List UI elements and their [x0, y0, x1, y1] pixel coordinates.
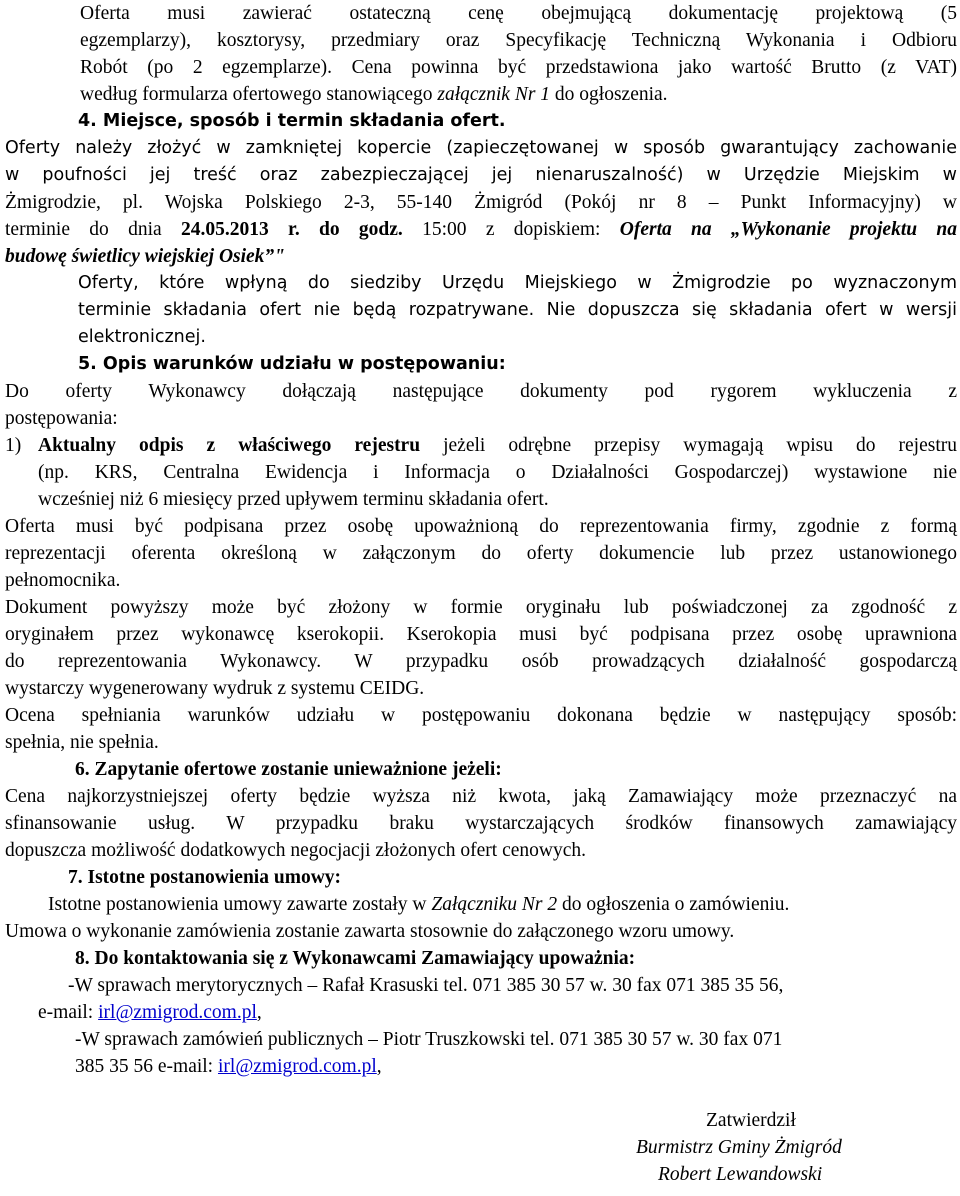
list-item-number: 1) — [5, 435, 22, 456]
contact-2-email-link[interactable]: irl@zmigrod.com.pl — [217, 1056, 377, 1077]
section-4-heading: 4. Miejsce, sposób i termin składania ofert. — [78, 111, 506, 131]
section-6-heading: 6. Zapytanie ofertowe zostanie unieważnione jeżeli: — [75, 759, 502, 780]
contact-1-line-2: e-mail: irl@zmigrod.com.pl, — [38, 1002, 262, 1023]
evaluation-line-1: Ocena spełniania warunków udziału w postępowaniu dokonana będzie w następujący sposób: — [5, 705, 957, 726]
late-offers-line-3: elektronicznej. — [78, 327, 206, 347]
section-7-line-1: Istotne postanowienia umowy zawarte zostały w Załączniku Nr 2 do ogłoszenia o zamówieniu. — [48, 894, 790, 915]
document-line-1: Dokument powyższy może być złożony w formie oryginału lub poświadczonej za zgodność z — [5, 597, 957, 618]
section-6-line-3: dopuszcza możliwość dodatkowych negocjacji złożonych ofert cenowych. — [5, 840, 586, 861]
section-4-line-1: Oferty należy złożyć w zamkniętej kopercie (zapieczętowanej w sposób gwarantujący zachowanie — [5, 138, 957, 158]
requirement-item-line-2: (np. KRS, Centralna Ewidencja i Informacja o Działalności Gospodarczej) wystawione nie — [38, 462, 957, 483]
requirement-item-line-1: Aktualny odpis z właściwego rejestru jeżeli odrębne przepisy wymagają wpisu do rejestru — [38, 435, 957, 456]
contact-1-line-1: -W sprawach merytorycznych – Rafał Krasuski tel. 071 385 30 57 w. 30 fax 071 385 35 56, — [68, 975, 784, 996]
contact-2-line-2: 385 35 56 e-mail: irl@zmigrod.com.pl, — [75, 1056, 382, 1077]
document-line-3: do reprezentowania Wykonawcy. W przypadku osób prowadzących działalność gospodarczą — [5, 651, 957, 672]
attachment-2-ref: Załączniku Nr 2 — [431, 894, 558, 915]
evaluation-line-2: spełnia, nie spełnia. — [5, 732, 159, 753]
section-7-heading: 7. Istotne postanowienia umowy: — [68, 867, 342, 888]
late-offers-line-2: terminie składania ofert nie będą rozpatrywane. Nie dopuszcza się składania ofert w wersji — [78, 300, 957, 320]
offer-price-line-2: egzemplarzy), kosztorysy, przedmiary oraz Specyfikację Techniczną Wykonania i Odbioru — [80, 30, 957, 51]
requirement-title: Aktualny odpis z właściwego rejestru — [38, 435, 421, 456]
signature-line-1: Oferta musi być podpisana przez osobę upoważnioną do reprezentowania firmy, zgodnie z formą — [5, 516, 957, 537]
signature-line-2: reprezentacji oferenta określoną w załączonym do oferty dokumencie lub przez ustanowionego — [5, 543, 957, 564]
approved-label: Zatwierdził — [706, 1110, 796, 1131]
section-4-line-4: terminie do dnia 24.05.2013 r. do godz. 15:00 z dopiskiem: Oferta na „Wykonanie projektu na — [5, 219, 957, 240]
offer-price-line-1: Oferta musi zawierać ostateczną cenę obejmującą dokumentację projektową (5 — [80, 3, 957, 24]
attachment-1-ref: załącznik Nr 1 — [437, 84, 551, 105]
offer-price-line-3: Robót (po 2 egzemplarze). Cena powinna być przedstawiona jako wartość Brutto (z VAT) — [80, 57, 957, 78]
section-6-line-1: Cena najkorzystniejszej oferty będzie wyższa niż kwota, jaką Zamawiający może przeznaczyć na — [5, 786, 957, 807]
section-8-heading: 8. Do kontaktowania się z Wykonawcami Zamawiający upoważnia: — [75, 948, 636, 969]
signatory-name: Robert Lewandowski — [658, 1164, 823, 1185]
contact-2-line-1: -W sprawach zamówień publicznych – Piotr Truszkowski tel. 071 385 30 57 w. 30 fax 071 — [75, 1029, 783, 1050]
signature-line-3: pełnomocnika. — [5, 570, 121, 591]
deadline: 24.05.2013 r. do godz. — [180, 219, 403, 240]
requirement-item-line-3: wcześniej niż 6 miesięcy przed upływem terminu składania ofert. — [38, 489, 549, 510]
signatory-title: Burmistrz Gminy Żmigród — [636, 1137, 842, 1158]
envelope-label: Oferta na „Wykonanie projektu na — [619, 219, 957, 240]
section-6-line-2: sfinansowanie usług. W przypadku braku wystarczających środków finansowych zamawiający — [5, 813, 957, 834]
late-offers-line-1: Oferty, które wpłyną do siedziby Urzędu Miejskiego w Żmigrodzie po wyznaczonym — [78, 273, 957, 293]
section-7-line-2: Umowa o wykonanie zamówienia zostanie zawarta stosownie do załączonego wzoru umowy. — [5, 921, 735, 942]
section-4-line-3: Żmigrodzie, pl. Wojska Polskiego 2-3, 55-140 Żmigród (Pokój nr 8 – Punkt Informacyjny) w — [5, 192, 957, 213]
contact-1-email-link[interactable]: irl@zmigrod.com.pl — [98, 1002, 257, 1023]
document-line-4: wystarczy wygenerowany wydruk z systemu CEIDG. — [5, 678, 425, 699]
section-5-intro-2: postępowania: — [5, 408, 118, 429]
section-5-heading: 5. Opis warunków udziału w postępowaniu: — [78, 354, 506, 374]
section-5-intro-1: Do oferty Wykonawcy dołączają następujące dokumenty pod rygorem wykluczenia z — [5, 381, 957, 402]
document-line-2: oryginałem przez wykonawcę kserokopii. Kserokopia musi być podpisana przez osobę uprawniona — [5, 624, 957, 645]
offer-price-line-4: według formularza ofertowego stanowiącego załącznik Nr 1 do ogłoszenia. — [80, 84, 668, 105]
section-4-line-2: w poufności jej treść oraz zabezpieczającej jej nienaruszalność) w Urzędzie Miejskim w — [5, 165, 957, 185]
section-4-line-5: budowę świetlicy wiejskiej Osiek”" — [5, 246, 286, 267]
